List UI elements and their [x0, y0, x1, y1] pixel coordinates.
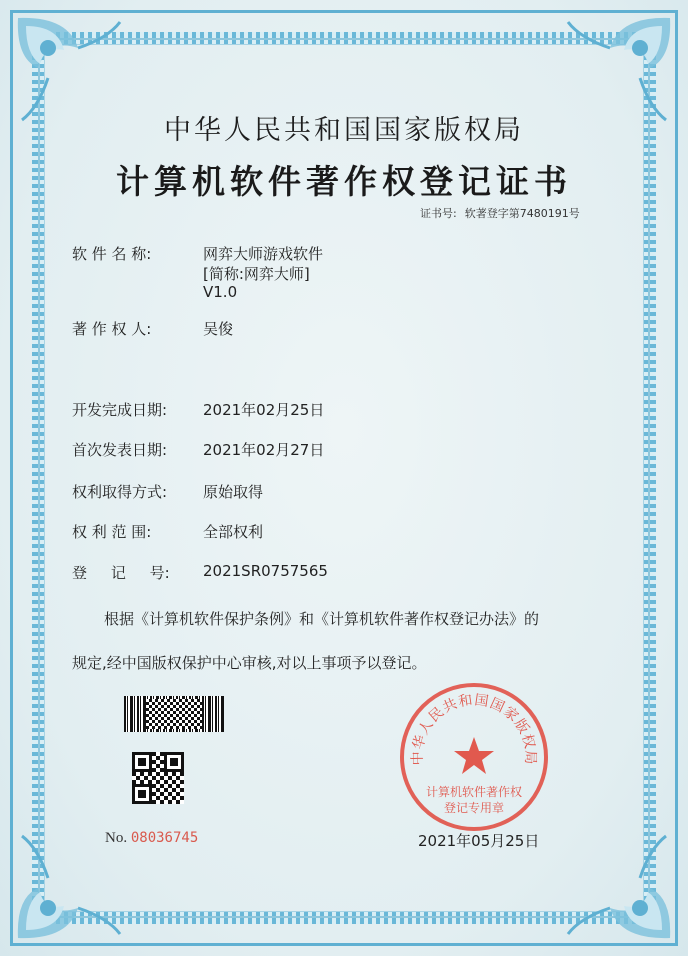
serial-value: 08036745: [130, 830, 199, 846]
seal-line-1: 计算机软件著作权: [425, 785, 523, 799]
corner-ornament-icon: [560, 828, 680, 948]
software-short-name: [简称:网弈大师]: [203, 265, 310, 283]
field-label: 首次发表日期:: [72, 441, 168, 459]
statement-line-1: 根据《计算机软件保护条例》和《计算机软件著作权登记办法》的: [104, 610, 540, 628]
field-label: 著 作 权 人:: [72, 320, 152, 338]
field-first-publish-date: [72, 439, 325, 460]
field-label: 权利取得方式:: [72, 483, 168, 501]
dev-completion-date-value: 2021年02月25日: [203, 401, 325, 419]
field-copyright-owner: [72, 318, 234, 339]
field-rights-scope: [72, 521, 264, 542]
copyright-owner-value: 吴俊: [203, 320, 234, 338]
rights-scope-value: 全部权利: [203, 523, 264, 541]
official-seal-icon: [398, 681, 550, 833]
seal-line-2: 登记专用章: [443, 801, 505, 815]
field-dev-completion-date: [72, 399, 325, 420]
issue-date: 2021年05月25日: [418, 832, 540, 850]
field-software-name: [72, 243, 324, 301]
first-publish-date-value: 2021年02月27日: [203, 441, 325, 459]
acquisition-method-value: 原始取得: [203, 483, 264, 501]
certificate-title: 计算机软件著作权登记证书: [116, 162, 572, 201]
seal-ring-text: 中华人民共和国国家版权局: [409, 692, 539, 766]
serial-number: [105, 830, 198, 847]
field-label: 登 记 号:: [72, 564, 170, 582]
certificate-number-value: 软著登字第7480191号: [464, 207, 580, 220]
field-acquisition-method: [72, 481, 264, 502]
issuing-authority: 中华人民共和国国家版权局: [164, 115, 524, 146]
certificate-number: [420, 205, 580, 221]
statement-line-2: 规定,经中国版权保护中心审核,对以上事项予以登记。: [72, 654, 427, 672]
software-version: V1.0: [203, 283, 238, 301]
software-name-value: 网弈大师游戏软件: [203, 245, 324, 263]
field-registration-number: [72, 562, 328, 583]
field-label: 开发完成日期:: [72, 401, 168, 419]
serial-prefix: No.: [105, 830, 128, 846]
certificate-number-label: 证书号:: [420, 207, 457, 220]
qr-code: [132, 752, 184, 804]
field-label: 权 利 范 围:: [72, 523, 152, 541]
barcode: [124, 696, 224, 732]
registration-number-value: 2021SR0757565: [203, 562, 328, 580]
field-label: 软 件 名 称:: [72, 245, 152, 263]
